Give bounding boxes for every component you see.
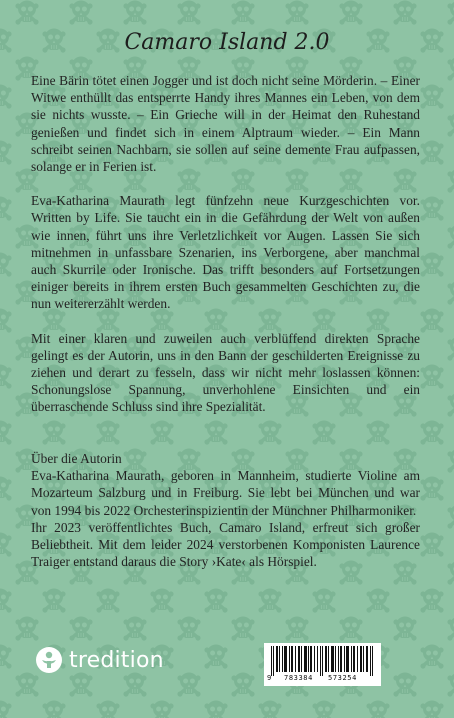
publisher-logo xyxy=(36,646,164,674)
isbn-barcode xyxy=(264,643,381,686)
tredition-logo-icon xyxy=(36,647,62,673)
blurb-paragraph-3: Mit einer klaren und zuweilen auch verblüffend direkten Sprache gelingt es der Autorin, uns in den Bann der geschilderten Ereignisse zu ziehen und derart zu fesseln, dass wir nicht mehr loslassen können: Schonungslose Spannung, unverhohlene Einsichten und ein überraschende Schluss sind ihre Spezialität. xyxy=(31,330,420,415)
blurb xyxy=(31,72,420,433)
about-author-heading: Über die Autorin xyxy=(31,451,122,466)
about-author-book: Ihr 2023 veröffentlichtes Buch, Camaro Island, erfreut sich großer Beliebtheit. Mit dem leider 2024 verstorbenen Komponisten Laurence Traiger entstand daraus die Story ›Kate‹ als Hörspiel. xyxy=(31,519,420,570)
about-author-bio: Eva-Katharina Maurath, geboren in Mannheim, studierte Violine am Mozarteum Salzburg und in Freiburg. Sie lebt bei München und war von 1994 bis 2022 Orchesterinspizientin der Münchner Philharmoniker. xyxy=(31,468,420,518)
publisher-name: tredition xyxy=(69,647,164,673)
about-author xyxy=(31,450,420,570)
blurb-paragraph-2: Eva-Katharina Maurath legt fünfzehn neue Kurzgeschichten vor. Written by Life. Sie taucht ein in die Gefährdung der Welt von außen wie innen, führt uns ihre Verletzlichkeit vor Augen. Lassen Sie sich mitnehmen in unfassbare Szenarien, ins Verborgene, aber manchmal auch Skurrile oder Ironische. Das trifft besonders auf Fortsetzungen einiger bereits in ihrem ersten Buch gesammelten Geschichten zu, die nun weitererzählt werden. xyxy=(31,193,420,312)
blurb-paragraph-1: Eine Bärin tötet einen Jogger und ist doch nicht seine Mörderin. – Einer Witwe enthüllt das entsperrte Handy ihres Mannes ein Leben, von dem sie nichts wusste. – Ein Grieche will in der Heimat den Ruhestand genießen und findet sich in einem Alptraum wieder. – Ein Mann schreibt seinen Nachbarn, sie sollen auf seine demente Frau aufpassen, solange er in Ferien ist. xyxy=(31,73,420,175)
book-title: Camaro Island 2.0 xyxy=(124,30,330,55)
barcode-bars xyxy=(268,646,377,676)
isbn-right-group: 573254 xyxy=(328,674,357,682)
isbn-digits xyxy=(267,674,378,684)
isbn-first-digit: 9 xyxy=(267,674,272,682)
isbn-left-group: 783384 xyxy=(284,674,313,682)
